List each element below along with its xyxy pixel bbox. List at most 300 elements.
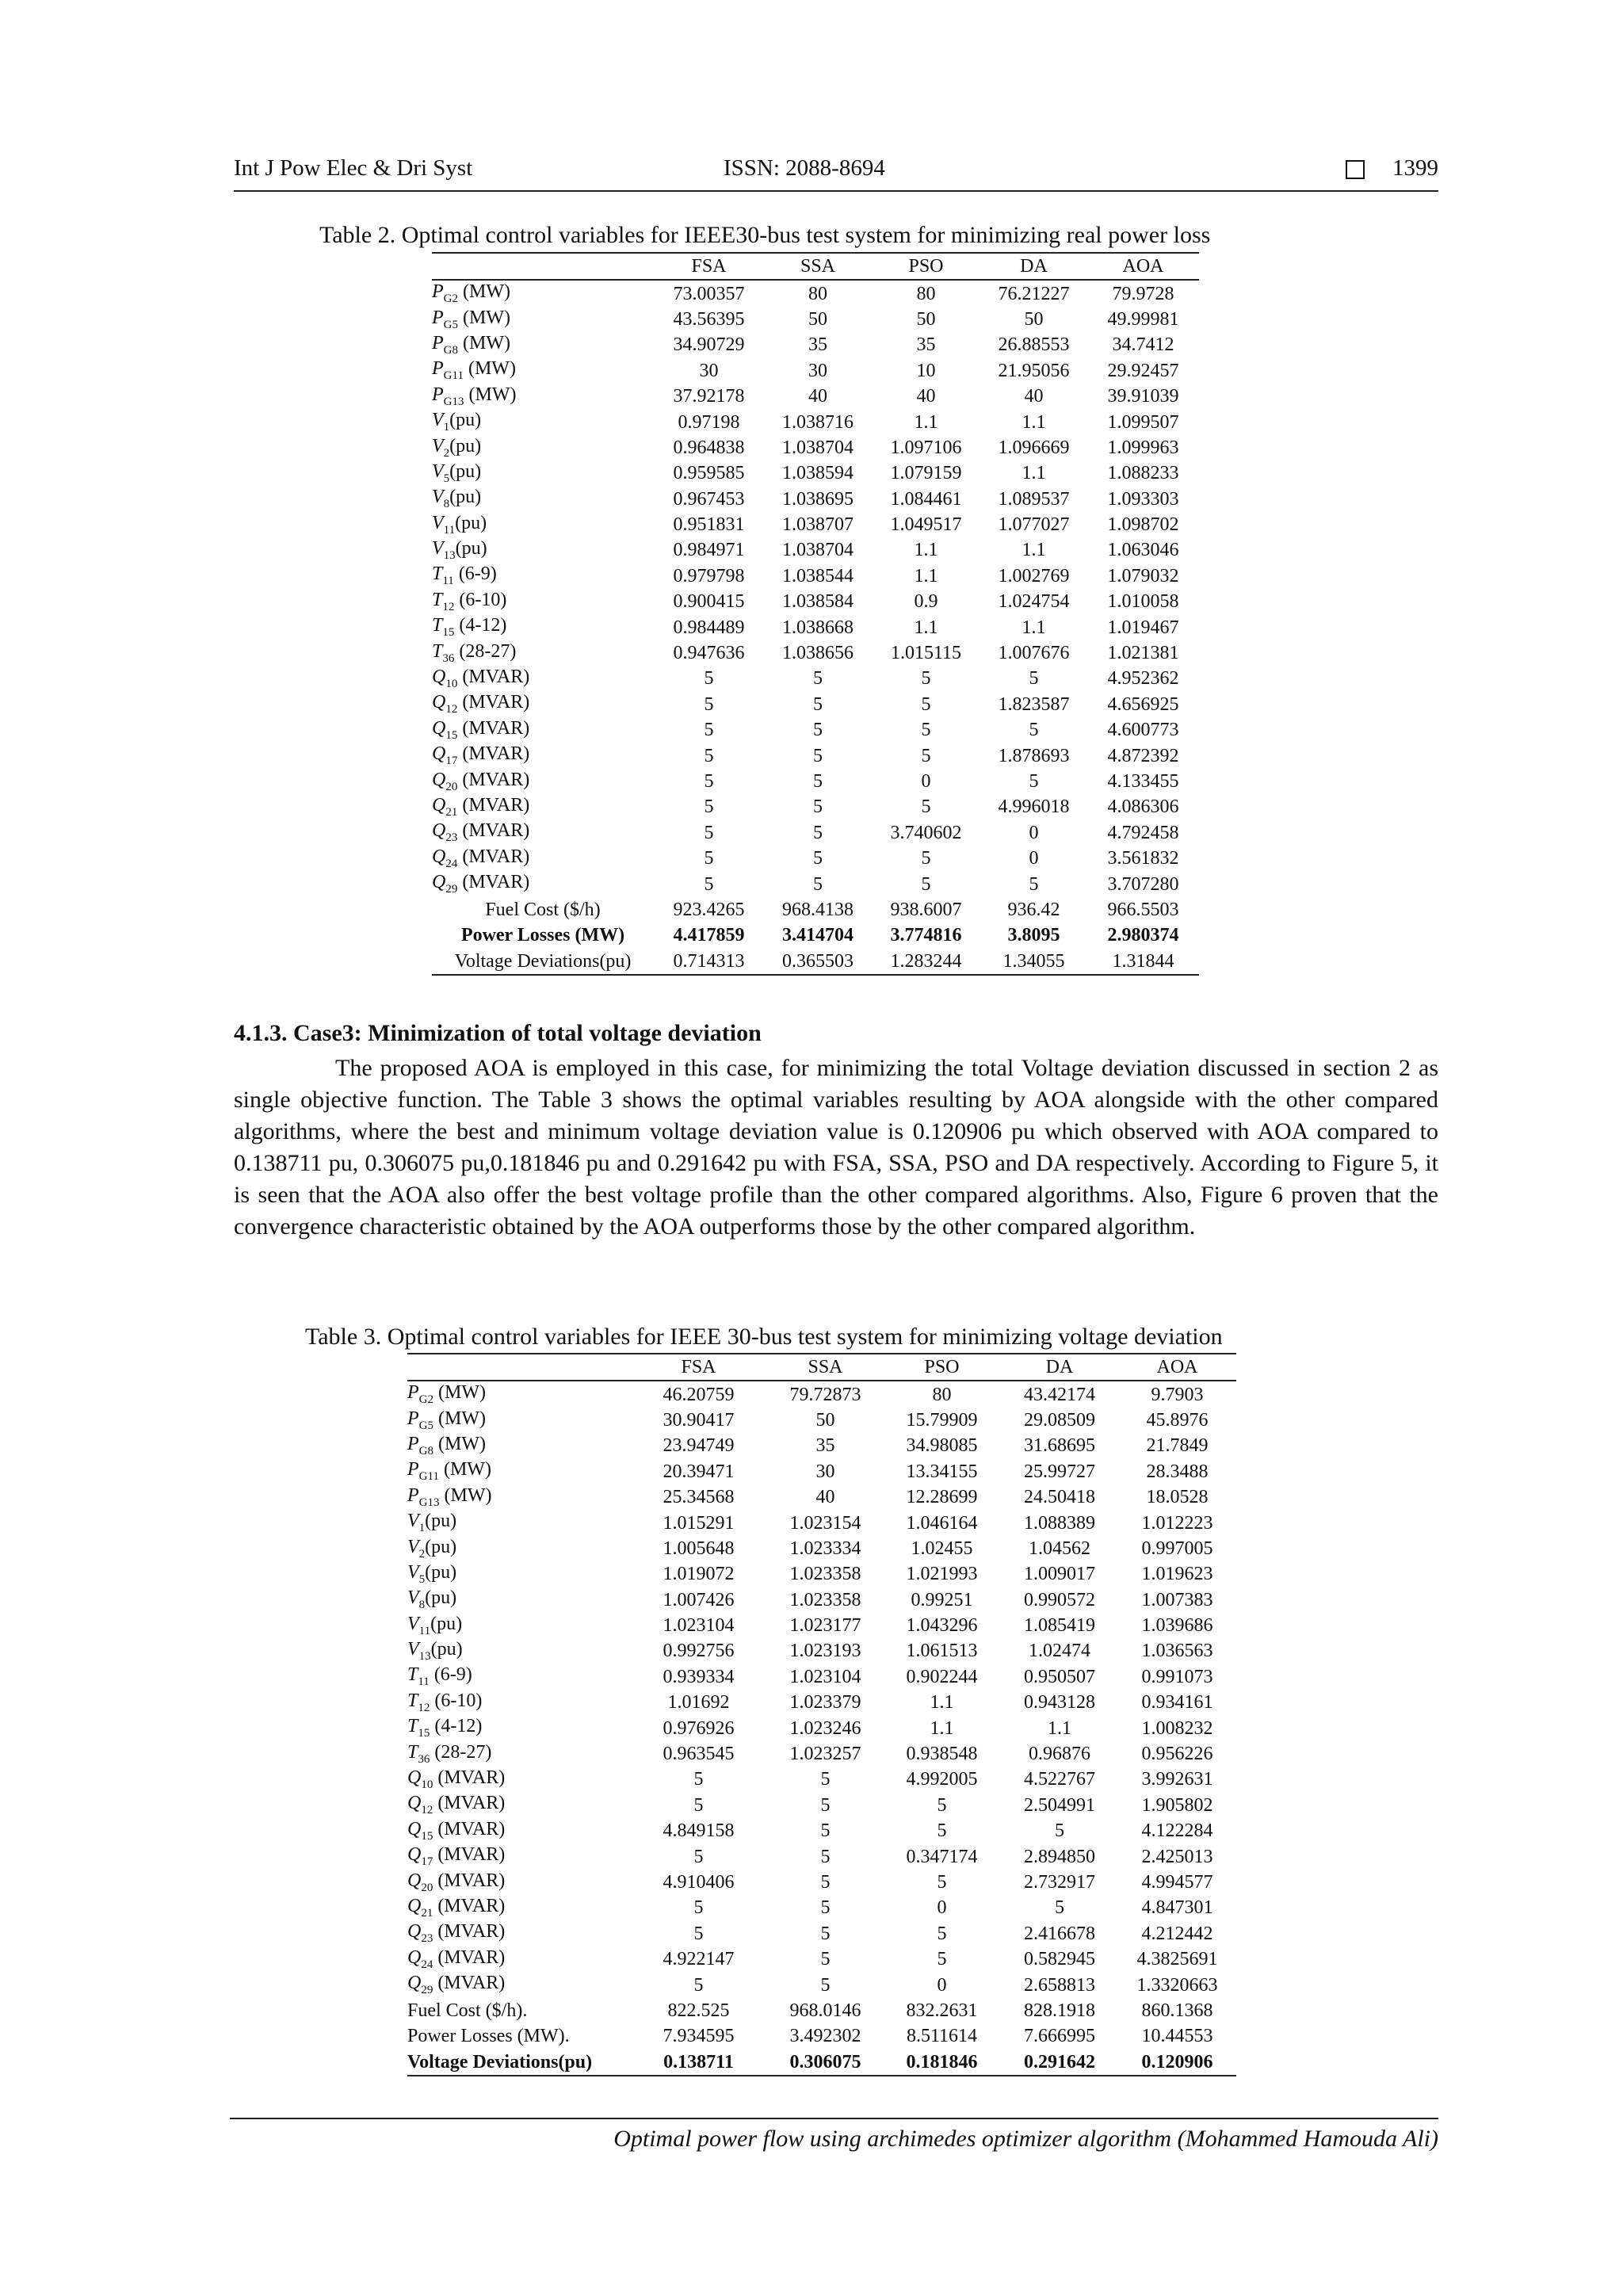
variable-unit: (MW) [433,1382,486,1404]
row-label [407,1818,629,1843]
table-cell: 5 [921,797,931,818]
table-cell: 1.043296 [906,1615,978,1637]
table-cell: 828.1918 [1024,2000,1095,2021]
table-cell: 2.416678 [1024,1923,1095,1944]
table-cell: 5 [921,745,931,766]
table-cell: 1.023358 [789,1564,861,1585]
variable-unit: (6-9) [453,563,497,585]
table-cell: 1.021993 [906,1564,978,1585]
table-cell: 34.7412 [1112,334,1174,356]
variable-unit: (pu) [425,1511,457,1532]
table-cell: 5 [704,848,714,869]
column-header-blank [432,253,654,280]
table-cell: 45.8976 [1146,1409,1209,1431]
table-cell: 1.009017 [1024,1564,1095,1585]
table-cell: 5 [704,822,714,843]
variable-unit: (MW) [463,358,516,380]
table-row [407,1946,1236,1972]
table-cell: 1.038695 [782,488,854,510]
variable-unit: (pu) [449,410,482,431]
table-cell: 1.085419 [1024,1615,1095,1637]
table-cell: 24.50418 [1024,1487,1095,1508]
variable-unit: (MW) [433,1408,486,1429]
row-label [432,820,654,846]
table-cell: 39.91039 [1107,386,1179,407]
variable-unit: (MVAR) [457,872,530,893]
table-cell: 0.939334 [663,1666,735,1687]
table-row [407,1741,1236,1767]
variable-subscript: 1 [418,1521,426,1534]
variable-unit: (pu) [449,435,482,457]
variable-unit: (MW) [439,1484,492,1506]
table-row [407,1998,1236,2023]
variable-subscript: G5 [418,1419,434,1432]
column-header-da: DA [1001,1354,1118,1381]
table-cell: 0.963545 [663,1744,735,1765]
square-bullet-icon [1346,160,1365,179]
table-row [407,1715,1236,1740]
table3 [407,1353,1236,2076]
table-cell: 3.414704 [782,925,854,946]
table-cell: 0.900415 [673,591,745,613]
table-cell: 968.0146 [789,2000,861,2021]
variable-symbol: Q [432,872,446,893]
row-label [432,512,654,537]
table-row [407,1767,1236,1792]
table-cell: 1.007676 [998,643,1070,664]
table-cell: 4.872392 [1107,745,1179,766]
variable-subscript: 11 [443,523,456,537]
table-cell: 34.90729 [673,334,745,356]
column-header-ssa: SSA [768,1354,883,1381]
table-cell: 5 [813,668,823,690]
table-cell: 1.084461 [890,488,962,510]
table-cell: 50 [815,1409,835,1431]
table-cell: 1.02474 [1029,1641,1090,1662]
table-cell: 31.68695 [1024,1435,1095,1457]
row-label [407,1921,629,1946]
table-cell: 3.8095 [1007,925,1060,946]
variable-unit: (pu) [425,1536,457,1557]
variable-unit: (MVAR) [457,820,530,842]
variable-symbol: P [432,281,444,303]
table-cell: 1.097106 [890,437,962,458]
variable-subscript: G13 [418,1496,440,1509]
row-label [432,871,654,896]
table-cell: 50 [916,308,936,330]
table-cell: 40 [815,1487,835,1508]
table-cell: 0.99251 [911,1589,973,1610]
table-cell: 1.038544 [782,565,854,586]
variable-unit: (MVAR) [433,1973,506,1994]
variable-unit: (MVAR) [457,667,530,688]
variable-symbol: Q [432,820,446,842]
table-cell: 1.023104 [663,1615,735,1637]
variable-subscript: 36 [442,651,455,665]
section-paragraph: The proposed AOA is employed in this case, for minimizing the total Voltage deviation discussed in section 2 as single objective function. The Table 3 shows the optimal variables resulting by AOA alongside with the other compared algorithms, where the best and minimum voltage deviation value is 0.120906 pu which observed with AOA compared to 0.138711 pu, 0.306075 pu,0.181846 pu and 0.291642 pu with FSA, SSA, PSO and DA respectively. According to Figure 5, it is seen that the AOA also offer the best voltage profile than the other compared algorithms. Also, Figure 6 proven that the convergence characteristic obtained by the AOA outperforms those by the other compared algorithm. [234,1055,1438,1240]
table-cell: 0.365503 [764,949,872,975]
variable-subscript: 29 [421,1983,433,1996]
table-cell: 4.086306 [1107,797,1179,818]
table-cell: 1.01692 [667,1692,730,1713]
variable-subscript: 17 [421,1855,433,1869]
table-cell: 50 [1024,308,1044,330]
table-row [407,1613,1236,1638]
table-cell: 5 [813,822,823,843]
table-cell: 4.417859 [673,925,745,946]
variable-subscript: 24 [445,857,458,870]
variable-symbol: V [432,512,444,533]
variable-subscript: 13 [418,1649,431,1663]
variable-subscript: G13 [443,395,464,408]
table-cell: 3.774816 [890,925,962,946]
table-row [407,1895,1236,1920]
variable-unit: (MW) [433,1433,486,1454]
table-cell: 35 [815,1435,835,1457]
table-cell: 30 [815,1461,835,1482]
row-label [432,409,654,434]
row-label [432,435,654,460]
variable-symbol: T [432,589,443,610]
variable-subscript: G5 [443,318,459,331]
table-cell: 1.038707 [782,514,854,536]
variable-unit: (MVAR) [433,1818,506,1839]
table-cell: 1.023334 [789,1538,861,1559]
variable-subscript: 11 [418,1624,431,1637]
table-cell: 35 [916,334,936,356]
table3-caption: Table 3. Optimal control variables for IEEE 30-bus test system for minimizing voltage deviation [305,1324,1223,1350]
variable-symbol: P [407,1433,419,1454]
variable-symbol: P [432,384,444,405]
row-label [432,563,654,589]
variable-subscript: 21 [445,805,458,819]
row-label [407,1587,629,1613]
table-cell: 5 [921,873,931,895]
table-cell: 30.90417 [663,1409,735,1431]
table-cell: 1.098702 [1107,514,1179,536]
table-cell: 73.00357 [673,283,745,304]
variable-symbol: V [407,1511,419,1532]
table-row [432,717,1199,743]
variable-unit: (pu) [430,1613,463,1634]
variable-subscript: 36 [418,1752,430,1766]
variable-symbol: Q [432,717,446,739]
column-header-ssa: SSA [764,253,872,280]
table-cell: 5 [937,1949,947,1970]
variable-subscript: 17 [445,755,458,768]
table-cell: 0 [1029,822,1039,843]
table-cell: 0.984489 [673,617,745,638]
table-cell: 1.038656 [782,643,854,664]
variable-subscript: G2 [443,292,459,305]
table-cell: 4.122284 [1141,1820,1213,1842]
table-row [432,897,1199,923]
table-cell: 5 [921,848,931,869]
row-label [407,1741,629,1767]
variable-unit: (MVAR) [433,1844,506,1866]
row-label [407,1664,629,1690]
table-cell: 1.1 [1048,1717,1071,1739]
variable-symbol: P [432,307,444,328]
column-header-pso: PSO [883,1354,1001,1381]
table-cell: 1.012223 [1141,1512,1213,1534]
table-cell: 10 [916,360,936,381]
table-cell: 37.92178 [673,386,745,407]
table-cell: 1.1 [914,565,938,586]
table-cell: 1.019467 [1107,617,1179,638]
table-cell: 5 [813,797,823,818]
table-cell: 0.990572 [1024,1589,1095,1610]
table-cell: 1.038584 [782,591,854,613]
table-row [432,614,1199,640]
variable-subscript: 12 [442,600,455,613]
table-cell: 79.9728 [1112,283,1174,304]
table-row [407,1690,1236,1715]
table-cell: 4.910406 [663,1872,735,1893]
variable-unit: (MVAR) [433,1793,506,1814]
table-row [407,1587,1236,1613]
table-cell: 1.093303 [1107,488,1179,510]
table-cell: 1.039686 [1141,1615,1213,1637]
variable-symbol: V [407,1587,419,1609]
variable-symbol: V [407,1536,419,1557]
table-cell: 21.95056 [998,360,1070,381]
table-cell: 0.947636 [673,643,745,664]
table-cell: 1.023246 [789,1717,861,1739]
table-cell: 2.894850 [1024,1846,1095,1867]
table2 [432,252,1199,976]
variable-subscript: 5 [443,472,450,485]
table-cell: 0 [937,1974,947,1996]
table-cell: 23.94749 [663,1435,735,1457]
variable-unit: (pu) [455,538,487,560]
variable-symbol: Q [432,692,446,713]
table-cell: 28.3488 [1146,1461,1209,1482]
variable-unit: (MVAR) [457,846,530,867]
variable-unit: (pu) [425,1587,457,1609]
table-row [432,487,1199,512]
variable-subscript: 10 [421,1778,433,1791]
table-row [407,1510,1236,1535]
table-cell: 0 [921,771,931,792]
variable-symbol: T [432,640,443,662]
row-label [432,666,654,691]
table-cell: 7.934595 [663,2026,735,2047]
variable-unit: (MW) [458,307,510,328]
table-cell: 20.39471 [663,1461,735,1482]
variable-subscript: 20 [445,780,458,793]
table2-caption: Table 2. Optimal control variables for IEEE30-bus test system for minimizing real power loss [319,222,1211,248]
table-cell: 1.283244 [872,949,980,975]
table-cell: 4.600773 [1107,720,1179,741]
table-row [432,794,1199,819]
table-cell: 1.036563 [1141,1641,1213,1662]
table-cell: 4.849158 [663,1820,735,1842]
table-cell: 1.023358 [789,1589,861,1610]
table-cell: 1.099507 [1107,411,1179,433]
table-cell: 35 [808,334,827,356]
variable-subscript: 21 [421,1906,433,1920]
table-cell: 5 [704,873,714,895]
row-label [407,1561,629,1587]
row-label [407,1408,629,1433]
table-cell: 2.658813 [1024,1974,1095,1996]
table-cell: 40 [1024,386,1044,407]
variable-unit: (MVAR) [457,717,530,739]
table-row [432,692,1199,717]
variable-subscript: 11 [418,1675,430,1689]
row-label [432,384,654,409]
variable-subscript: G11 [418,1470,439,1484]
row-label [432,692,654,717]
variable-symbol: Q [432,743,446,765]
table-cell: 5 [921,693,931,715]
row-label [432,769,654,794]
table-cell: 5 [704,693,714,715]
variable-symbol: V [432,410,444,431]
variable-symbol: V [432,460,444,482]
variable-unit: (MVAR) [433,1767,506,1789]
variable-symbol: P [432,332,444,353]
variable-symbol: V [432,487,444,508]
table-cell: 43.56395 [673,308,745,330]
table-cell: 49.99981 [1107,308,1179,330]
variable-unit: (28-27) [454,640,517,662]
row-label [432,614,654,640]
variable-subscript: G8 [443,343,459,357]
variable-unit: (pu) [449,487,482,508]
table-row [407,1408,1236,1433]
table-row [407,1638,1236,1664]
table-cell: 4.952362 [1107,668,1179,690]
variable-symbol: Q [407,1818,422,1839]
variable-subscript: 15 [445,728,458,742]
table-cell: 5 [813,848,823,869]
column-header-aoa: AOA [1087,253,1199,280]
table-row [407,1818,1236,1843]
table-row [432,949,1199,975]
table-cell: 5 [813,693,823,715]
table-cell: 5 [1029,668,1039,690]
table-cell: 40 [808,386,827,407]
variable-unit: (6-10) [430,1690,483,1711]
table-cell: 936.42 [1007,899,1060,920]
table-row [407,1921,1236,1946]
table-cell: 0.984971 [673,540,745,561]
table-cell: 1.088233 [1107,463,1179,484]
row-label [432,307,654,332]
table-cell: 4.847301 [1141,1897,1213,1919]
table-cell: 1.1 [914,540,938,561]
variable-symbol: Q [407,1896,422,1916]
table-cell: 1.089537 [998,488,1070,510]
row-label [407,1613,629,1638]
column-header-aoa: AOA [1118,1354,1236,1381]
table-row [432,640,1199,666]
table-cell: 26.88553 [998,334,1070,356]
table-cell: 5 [820,1794,831,1816]
table-cell: 15.79909 [906,1409,978,1431]
variable-unit: (6-10) [454,589,507,610]
table-cell: 0.347174 [906,1846,978,1867]
table-cell: 4.133455 [1107,771,1179,792]
table-cell: 1.1 [1022,540,1046,561]
table-cell: 1.905802 [1141,1794,1213,1816]
table-row [407,1536,1236,1561]
table-row [407,1870,1236,1895]
table-cell: 1.010058 [1107,591,1179,613]
table-cell: 1.038704 [782,540,854,561]
variable-symbol: V [407,1639,419,1660]
table-cell: 5 [693,1846,704,1867]
table-cell: 7.666995 [1024,2026,1095,2047]
column-header-blank [407,1354,629,1381]
row-label [432,332,654,357]
table-cell: 2.425013 [1141,1846,1213,1867]
table-cell: 40 [916,386,936,407]
row-label [407,1536,629,1561]
table-cell: 5 [820,1923,831,1944]
table-cell: 1.878693 [998,745,1070,766]
row-label: Fuel Cost ($/h) [485,899,601,920]
table-cell: 1.063046 [1107,540,1179,561]
table-cell: 5 [693,1769,704,1790]
table-cell: 1.038716 [782,411,854,433]
table-cell: 1.1 [1022,617,1046,638]
row-label [407,1433,629,1458]
table-cell: 5 [937,1923,947,1944]
table-cell: 1.007426 [663,1589,735,1610]
table-cell: 5 [813,745,823,766]
row-label [407,1690,629,1715]
table-cell: 0.582945 [1024,1949,1095,1970]
table-cell: 2.732917 [1024,1872,1095,1893]
table-cell: 1.005648 [663,1538,735,1559]
variable-subscript: 12 [421,1804,433,1817]
variable-subscript: G8 [418,1444,434,1457]
table-cell: 1.079159 [890,463,962,484]
variable-unit: (MVAR) [433,1946,506,1968]
variable-symbol: V [432,538,444,560]
row-label [407,1767,629,1792]
table-cell: 5 [1055,1897,1064,1919]
row-label [432,460,654,486]
table-cell: 0.138711 [629,2050,768,2076]
variable-unit: (28-27) [430,1741,492,1763]
variable-symbol: Q [407,1921,422,1943]
table-cell: 4.996018 [998,797,1070,818]
row-label: Fuel Cost ($/h). [407,2000,528,2021]
table-row [407,1843,1236,1869]
table-cell: 1.008232 [1141,1717,1213,1739]
table2-header-row [432,253,1199,280]
table-cell: 5 [820,1949,831,1970]
variable-unit: (6-9) [429,1664,472,1686]
table-cell: 5 [704,797,714,818]
table-row [432,589,1199,614]
variable-unit: (pu) [455,512,487,533]
table-cell: 4.656925 [1107,693,1179,715]
table-cell: 1.096669 [998,437,1070,458]
table-cell: 5 [1029,873,1039,895]
row-label [432,589,654,614]
row-label [407,1459,629,1484]
row-label [407,1484,629,1510]
table-cell: 25.99727 [1024,1461,1095,1482]
table-row [407,1381,1236,1407]
table-cell: 4.522767 [1024,1769,1095,1790]
table-cell: 5 [937,1794,947,1816]
